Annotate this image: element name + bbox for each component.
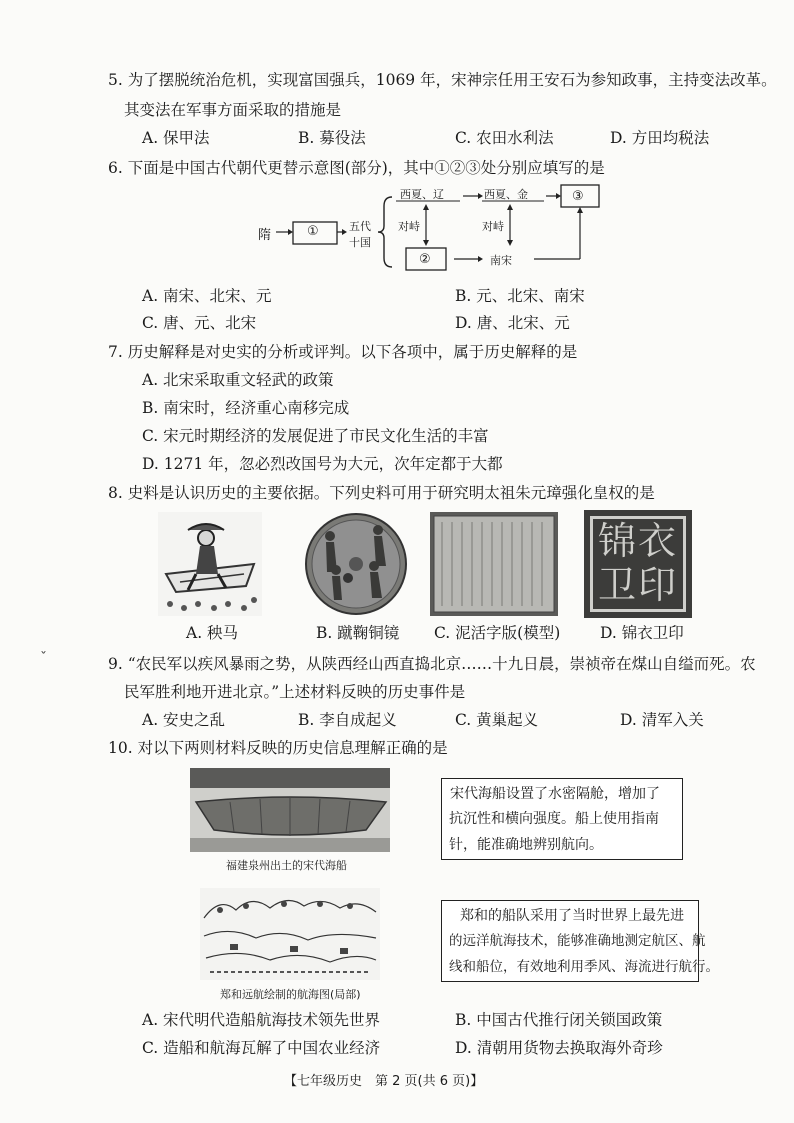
diagram-duizhi-2: 对峙 bbox=[482, 220, 504, 233]
diagram-circle-3: ③ bbox=[572, 189, 584, 204]
q5-option-d: D. 方田均税法 bbox=[610, 129, 710, 147]
page-footer: 【七年级历史 第 2 页(共 6 页)】 bbox=[284, 1074, 484, 1089]
dynasty-diagram bbox=[250, 182, 610, 274]
q6-option-d: D. 唐、北宋、元 bbox=[455, 314, 570, 332]
q6-option-a: A. 南宋、北宋、元 bbox=[142, 287, 272, 305]
diagram-xixia-jin: 西夏、金 bbox=[484, 188, 528, 201]
q7-option-b: B. 南宋时，经济重心南移完成 bbox=[142, 399, 350, 417]
cuju-bronze-mirror-image bbox=[304, 512, 408, 616]
diagram-circle-2: ② bbox=[419, 252, 431, 267]
q8-stem: 8. 史料是认识历史的主要依据。下列史料可用于研究明太祖朱元璋强化皇权的是 bbox=[108, 484, 655, 502]
diagram-nansong: 南宋 bbox=[490, 254, 512, 267]
q10-option-b: B. 中国古代推行闭关锁国政策 bbox=[455, 1011, 663, 1029]
q5-option-b: B. 募役法 bbox=[298, 129, 366, 147]
q9-stem-line1: 9. “农民军以疾风暴雨之势，从陕西经山西直捣北京……十九日晨，崇祯帝在煤山自缢而死。农 bbox=[108, 655, 756, 673]
material-box-2-line2: 的远洋航海技术，能够准确地测定航区、航 bbox=[449, 933, 706, 949]
song-ship-caption: 福建泉州出土的宋代海船 bbox=[226, 859, 347, 872]
q9-option-b: B. 李自成起义 bbox=[298, 711, 397, 729]
diagram-sui: 隋 bbox=[258, 228, 272, 243]
clay-movable-type-image bbox=[430, 512, 558, 616]
material-box-1-line1: 宋代海船设置了水密隔舱，增加了 bbox=[450, 786, 660, 802]
q8-option-a: A. 秧马 bbox=[186, 624, 239, 642]
margin-mark: ˇ bbox=[40, 650, 47, 666]
q6-option-c: C. 唐、元、北宋 bbox=[142, 314, 257, 332]
q5-option-a: A. 保甲法 bbox=[142, 129, 210, 147]
jinyiwei-seal-image bbox=[584, 510, 692, 618]
diagram-shiguo: 十国 bbox=[349, 236, 371, 249]
q7-stem: 7. 历史解释是对史实的分析或评判。以下各项中，属于历史解释的是 bbox=[108, 343, 578, 361]
q5-option-c: C. 农田水利法 bbox=[455, 129, 554, 147]
diagram-duizhi-1: 对峙 bbox=[398, 220, 420, 233]
q10-stem: 10. 对以下两则材料反映的历史信息理解正确的是 bbox=[108, 739, 448, 757]
material-box-1-line3: 针，能准确地辨别航向。 bbox=[449, 837, 603, 853]
q7-option-c: C. 宋元时期经济的发展促进了市民文化生活的丰富 bbox=[142, 427, 489, 445]
q8-option-b: B. 蹴鞠铜镜 bbox=[316, 624, 400, 642]
q6-stem: 6. 下面是中国古代朝代更替示意图(部分)，其中①②③处分别应填写的是 bbox=[108, 159, 605, 177]
q5-stem-line1: 5. 为了摆脱统治危机，实现富国强兵，1069 年，宋神宗任用王安石为参知政事，主持变法改革。 bbox=[108, 71, 777, 89]
q6-option-b: B. 元、北宋、南宋 bbox=[455, 287, 585, 305]
q9-option-d: D. 清军入关 bbox=[620, 711, 704, 729]
yangma-image bbox=[158, 512, 262, 616]
diagram-circle-1: ① bbox=[307, 224, 319, 239]
zhenghe-chart-caption: 郑和远航绘制的航海图(局部) bbox=[220, 988, 361, 1001]
q10-option-a: A. 宋代明代造船航海技术领先世界 bbox=[142, 1011, 381, 1029]
zhenghe-nautical-chart-image bbox=[200, 888, 380, 980]
diagram-xixia-liao: 西夏、辽 bbox=[400, 188, 444, 201]
q7-option-a: A. 北宋采取重文轻武的政策 bbox=[142, 371, 334, 389]
q9-option-c: C. 黄巢起义 bbox=[455, 711, 539, 729]
diagram-wudai: 五代 bbox=[349, 220, 371, 233]
q8-option-c: C. 泥活字版(模型) bbox=[434, 624, 561, 642]
song-ship-photo bbox=[190, 768, 390, 852]
q10-option-c: C. 造船和航海瓦解了中国农业经济 bbox=[142, 1039, 381, 1057]
material-box-2-line1: 郑和的船队采用了当时世界上最先进 bbox=[460, 908, 684, 924]
seal-text: 锦衣卫印 bbox=[590, 516, 686, 612]
q7-option-d: D. 1271 年，忽必烈改国号为大元，次年定都于大都 bbox=[142, 455, 503, 473]
q8-option-d: D. 锦衣卫印 bbox=[600, 624, 684, 642]
q9-option-a: A. 安史之乱 bbox=[142, 711, 226, 729]
q10-option-d: D. 清朝用货物去换取海外奇珍 bbox=[455, 1039, 663, 1057]
material-box-2-line3: 线和船位，有效地利用季风、海流进行航行。 bbox=[449, 959, 719, 975]
q5-stem-line2: 其变法在军事方面采取的措施是 bbox=[124, 101, 342, 119]
material-box-1-line2: 抗沉性和横向强度。船上使用指南 bbox=[449, 811, 659, 827]
q9-stem-line2: 民军胜利地开进北京。”上述材料反映的历史事件是 bbox=[124, 683, 466, 701]
